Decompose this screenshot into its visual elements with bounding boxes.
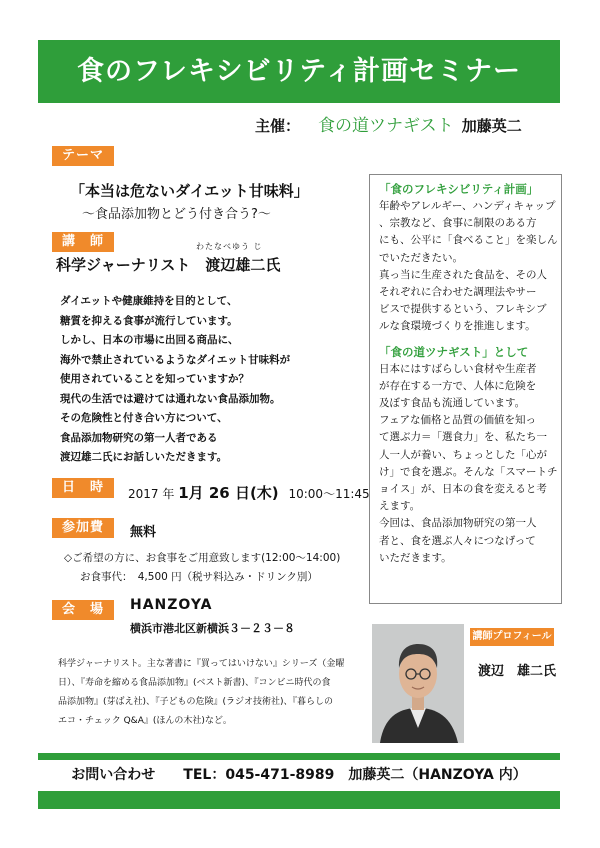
description-line: 渡辺雄二氏にお話しいただきます。 bbox=[60, 451, 228, 463]
concept-heading-2: 「食の道ツナギスト」として bbox=[379, 344, 529, 359]
meal-note: ◇ご希望の方に、お食事をご用意致します(12:00～14:00) bbox=[64, 552, 341, 564]
profile-name: 渡辺 雄二氏 bbox=[478, 664, 557, 679]
description-line: しかし、日本の市場に出回る商品に、 bbox=[60, 334, 239, 346]
footer-bar bbox=[38, 791, 560, 809]
concept-line: いただきます。 bbox=[379, 551, 452, 564]
organizer-label: 主催： bbox=[255, 117, 301, 135]
contact-info: お問い合わせ TEL：045-471-8989 加藤英二（HANZOYA 内） bbox=[71, 767, 527, 783]
date-tag: 日 時 bbox=[52, 478, 114, 498]
theme-tag: テーマ bbox=[52, 146, 114, 166]
concept-line: フェアな価格と品質の価値を知っ bbox=[379, 414, 536, 427]
concept-line: 者と、食を選ぶ人々につなげって bbox=[379, 534, 536, 547]
organizer-brand: 食の道ツナギスト bbox=[318, 116, 454, 136]
concept-heading-1: 「食のフレキシビリティ計画」 bbox=[379, 182, 539, 196]
theme-subtitle: ～食品添加物とどう付き合う?～ bbox=[82, 207, 271, 222]
concept-line: 真っ当に生産された食品を、その人 bbox=[379, 268, 547, 281]
bio-line: 科学ジャーナリスト。主な著書に『買ってはいけない』シリーズ（金曜 bbox=[58, 659, 345, 669]
venue-tag: 会 場 bbox=[52, 600, 114, 620]
theme-title: 「本当は危ないダイエット甘味料」 bbox=[70, 182, 309, 200]
concept-line: 人一人が養い、ちょっとした「心が bbox=[379, 448, 547, 461]
description-line: その危険性と付き合い方について、 bbox=[60, 412, 228, 424]
speaker-name: 科学ジャーナリスト 渡辺雄二氏 bbox=[56, 256, 281, 274]
fee-value: 無料 bbox=[130, 525, 157, 540]
speaker-tag: 講 師 bbox=[52, 232, 114, 252]
concept-line: でいただきたい。 bbox=[379, 251, 463, 264]
concept-line: にも、公平に「食べること」を楽しん bbox=[379, 234, 558, 247]
concept-line: 今回は、食品添加物研究の第一人 bbox=[379, 517, 537, 530]
date-time: 10:00～11:45 bbox=[288, 487, 370, 501]
profile-label: 講師プロフィール bbox=[470, 628, 554, 646]
bio-line: 日）、『寿命を縮める食品添加物』(ベスト新書)、『コンビニ時代の食 bbox=[58, 678, 331, 688]
venue-address: 横浜市港北区新横浜３－２３－８ bbox=[130, 622, 295, 635]
concept-line: ルな食環境づくりを推進します。 bbox=[379, 320, 536, 333]
concept-box bbox=[369, 174, 562, 604]
description bbox=[60, 292, 360, 468]
speaker-ruby: わたなべゆう じ bbox=[196, 242, 263, 251]
concept-line: えます。 bbox=[379, 500, 421, 513]
concept-line: 年齢やアレルギー、ハンディキャップ bbox=[379, 200, 556, 212]
description-line: 糖質を抑える食事が流行しています。 bbox=[60, 314, 238, 327]
concept-line: ビスで提供するという、フレキシブ bbox=[379, 303, 547, 316]
description-line: ダイエットや健康維持を目的として、 bbox=[60, 295, 238, 307]
concept-line: 及ぼす食品も流通しています。 bbox=[379, 397, 526, 410]
concept-line: 、宗教など、食事に制限のある方 bbox=[379, 217, 537, 230]
footer-divider bbox=[38, 753, 560, 760]
description-line: 使用されていることを知っていますか？ bbox=[60, 373, 249, 385]
concept-line: て選ぶ力＝「選食力」を、私たち一 bbox=[379, 431, 547, 444]
bio-line: 品添加物』(芽ばえ社)、『子どもの危険』(ラジオ技術社)、『暮らしの bbox=[58, 697, 334, 707]
concept-line: 日本にはすばらしい食材や生産者 bbox=[379, 362, 537, 375]
meal-price: お食事代： 4,500 円（税サ料込み・ドリンク別） bbox=[80, 571, 318, 583]
event-date bbox=[128, 482, 370, 503]
concept-line: それぞれに合わせた調理法やサー bbox=[379, 286, 537, 299]
description-line: 食品添加物研究の第一人者である bbox=[60, 431, 218, 444]
date-year: 2017 年 bbox=[128, 487, 175, 501]
organizer-line bbox=[255, 111, 522, 136]
speaker-photo bbox=[372, 624, 464, 743]
venue-name: HANZOYA bbox=[130, 597, 213, 613]
fee-tag: 参加費 bbox=[52, 518, 114, 538]
bio-line: エコ・チェック Q&A』(ほんの木社)など。 bbox=[58, 716, 232, 726]
date-day: 1月 26 日(木) bbox=[178, 484, 279, 502]
concept-line: け」で食を選ぶ。そんな「スマートチ bbox=[379, 465, 558, 478]
description-line: 現代の生活では避けては通れない食品添加物。 bbox=[60, 392, 281, 405]
description-line: 海外で禁止されているようなダイエット甘味料が bbox=[60, 353, 291, 366]
speaker-bio bbox=[58, 655, 368, 731]
organizer-name: 加藤英二 bbox=[461, 117, 522, 135]
concept-line: が存在する一方で、人体に危険を bbox=[379, 379, 537, 392]
page-title: 食のフレキシビリティ計画セミナー bbox=[38, 40, 560, 103]
concept-line: ョイス」が、日本の食を変えると考 bbox=[379, 483, 547, 496]
